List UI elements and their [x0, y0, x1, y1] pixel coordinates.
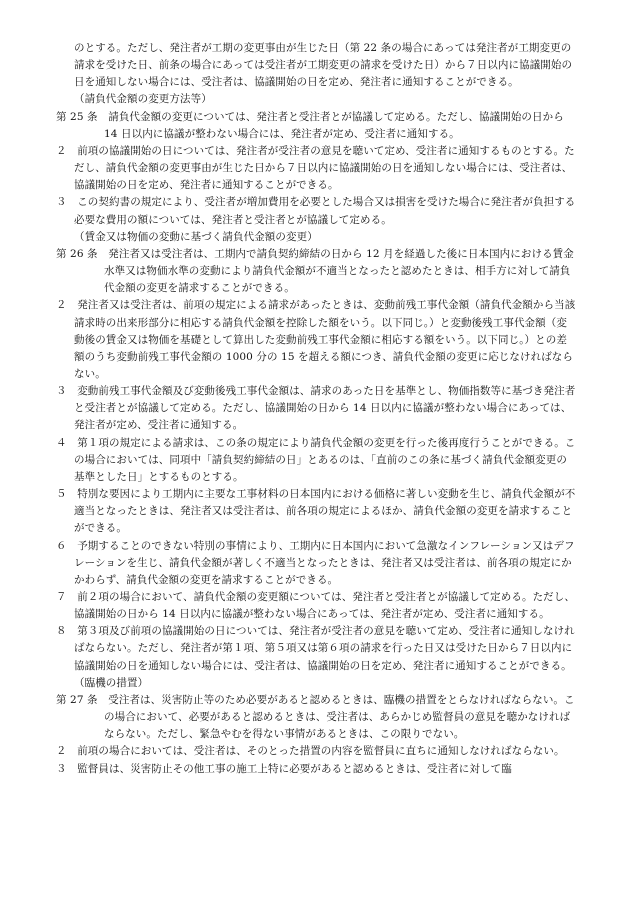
article-paragraph: 第 27 条 受注者は、災害防止等のため必要があると認めるときは、臨機の措置をとらなければならない。この場合において、必要があると認めるときは、受注者は、あらかじめ監督員の意見を聴かなければならない。ただし、緊急やむを得ない事情があるときは、この限りでない。 [56, 693, 575, 741]
clause-paragraph: ３ 監督員は、災害防止その他工事の施工上特に必要があると認めるときは、受注者に対して臨 [56, 762, 512, 775]
clause-paragraph: ７ 前２項の場合において、請負代金額の変更額については、発注者と受注者とが協議して定める。ただし、協議開始の日から 14 日以内に協議が整わない場合にあっては、発注者が定め、受注者に通知する。 [56, 591, 575, 621]
section-heading: （請負代金額の変更方法等） [74, 93, 212, 106]
clause-paragraph: ２ 発注者又は受注者は、前項の規定による請求があったときは、変動前残工事代金額（請負代金額から当該請求時の出来形部分に相応する請負代金額を控除した額をいう。以下同じ。）と変動後残工事代金額（変動後の賃金又は物価を基礎として算出した変動前残工事代金額に相応する額をいう。以下同じ。）との差額のうち変動前残工事代金額の 1000 分の 15 を超える額につき、請負代金額の変更に応じなければならない。 [56, 299, 576, 380]
clause-paragraph: ６ 予期することのできない特別の事情により、工期内に日本国内において急激なインフレーション又はデフレーションを生じ、請負代金額が著しく不適当となったときは、発注者又は受注者は、前各項の規定にかかわらず、請負代金額の変更を請求することができる。 [56, 539, 575, 586]
clause-paragraph: ３ 変動前残工事代金額及び変動後残工事代金額は、請求のあった日を基準とし、物価指数等に基づき発注者と受注者とが協議して定める。ただし、協議開始の日から 14 日以内に協議が整わない場合にあっては、発注者が定め、受注者に通知する。 [56, 385, 576, 432]
article-paragraph: 第 26 条 発注者又は受注者は、工期内で請負契約締結の日から 12 月を経過した後に日本国内における賃金水準又は物価水準の変動により請負代金額が不適当となったと認めたときは、相手方に対して請負代金額の変更を請求することができる。 [56, 247, 574, 295]
clause-paragraph: ４ 第１項の規定による請求は、この条の規定により請負代金額の変更を行った後再度行うことができる。この場合においては、同項中「請負契約締結の日」とあるのは、「直前のこの条に基づく請負代金額変更の基準とした日」とするものとする。 [56, 436, 576, 483]
clause-paragraph: ２ 前項の協議開始の日については、発注者が受注者の意見を聴いて定め、受注者に通知するものとする。ただし、請負代金額の変更事由が生じた日から７日以内に協議開始の日を通知しない場合には、受注者は、協議開始の日を定め、発注者に通知することができる。 [56, 144, 575, 192]
section-heading: （臨機の措置） [74, 676, 149, 689]
continued-paragraph: のとする。ただし、発注者が工期の変更事由が生じた日（第 22 条の場合にあっては発注者が工期変更の請求を受けた日、前条の場合にあっては受注者が工期変更の請求を受けた日）から７日以内に協議開始の日を通知しない場合には、受注者は、協議開始の日を定め、発注者に通知することができる。 [74, 42, 573, 89]
article-paragraph: 第 25 条 請負代金額の変更については、発注者と受注者とが協議して定める。ただし、協議開始の日から 14 日以内に協議が整わない場合には、発注者が定め、受注者に通知する。 [56, 110, 564, 140]
clause-paragraph: ８ 第３項及び前項の協議開始の日については、発注者が受注者の意見を聴いて定め、受注者に通知しなければならない。ただし、発注者が第１項、第５項又は第６項の請求を行った日又は受けた日から７日以内に協議開始の日を通知しない場合には、受注者は、協議開始の日を定め、発注者に通知することができる。 [56, 625, 575, 672]
clause-paragraph: ２ 前項の場合においては、受注者は、そのとった措置の内容を監督員に直ちに通知しなければならない。 [56, 745, 565, 758]
section-heading: （賃金又は物価の変動に基づく請負代金額の変更） [74, 230, 318, 243]
clause-paragraph: ３ この契約書の規定により、受注者が増加費用を必要とした場合又は損害を受けた場合に発注者が負担する必要な費用の額については、発注者と受注者とが協議して定める。 [56, 196, 576, 226]
document-page [56, 40, 576, 778]
clause-paragraph: ５ 特別な要因により工期内に主要な工事材料の日本国内における価格に著しい変動を生じ、請負代金額が不適当となったときは、発注者又は受注者は、前各項の規定によるほか、請負代金額の変更を請求することができる。 [56, 488, 576, 535]
